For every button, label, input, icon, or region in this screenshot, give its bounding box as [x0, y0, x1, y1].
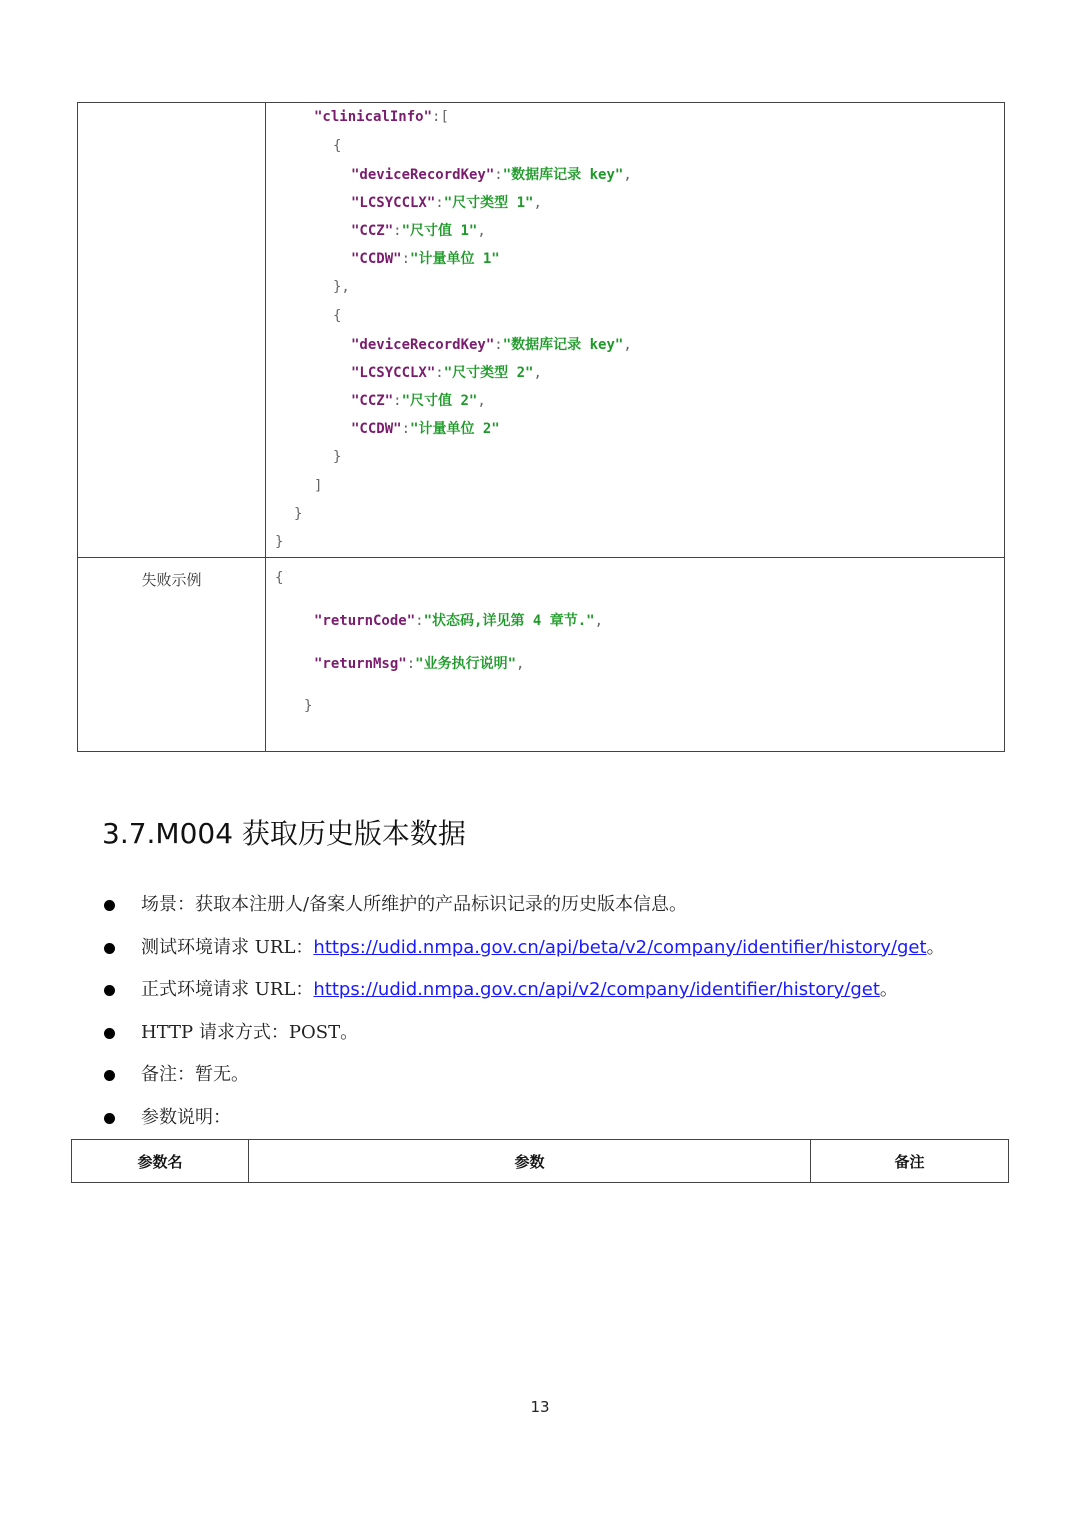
bullet-dot-icon [104, 1070, 115, 1081]
http-method-text: HTTP 请求方式：POST。 [141, 1021, 359, 1043]
code-line: "returnMsg":"业务执行说明", [314, 656, 525, 672]
section-heading: 3.7.M004 获取历史版本数据 [102, 817, 466, 850]
page-number: 13 [530, 1398, 550, 1416]
code-brace: { [275, 570, 284, 586]
list-item [100, 1016, 1060, 1059]
code-line: "LCSYCCLX":"尺寸类型 2", [351, 365, 542, 381]
params-table [71, 1139, 1009, 1183]
list-item [100, 1058, 1060, 1101]
code-line: "CCZ":"尺寸值 1", [351, 223, 486, 239]
list-item [100, 1101, 1060, 1144]
list-item: 正式环境请求 URL：https://udid.nmpa.gov.cn/api/v2/company/identifier/history/get。 [100, 973, 1060, 1016]
remark-text: 备注：暂无。 [141, 1064, 249, 1085]
code-brace: { [333, 138, 342, 154]
bullet-dot-icon [104, 1028, 115, 1039]
bullet-dot-icon [104, 900, 115, 911]
params-desc-text: 参数说明： [141, 1106, 231, 1128]
code-line: "deviceRecordKey":"数据库记录 key", [351, 337, 632, 353]
code-bracket: ] [314, 478, 323, 494]
fail-example-label: 失败示例 [141, 571, 202, 589]
code-line: "deviceRecordKey":"数据库记录 key", [351, 167, 632, 183]
code-brace: } [275, 534, 284, 550]
bullet-dot-icon [104, 1113, 115, 1124]
list-item: 测试环境请求 URL：https://udid.nmpa.gov.cn/api/beta/v2/company/identifier/history/get。 [100, 931, 1060, 974]
code-brace: } [294, 506, 303, 522]
table-row-divider [78, 557, 1004, 558]
test-url-label: 测试环境请求 URL： [141, 936, 314, 958]
scene-text: 场景：获取本注册人/备案人所维护的产品标识记录的历史版本信息。 [141, 894, 688, 915]
table-column-divider [265, 103, 266, 751]
code-brace: { [333, 308, 342, 324]
code-line: "LCSYCCLX":"尺寸类型 1", [351, 195, 542, 211]
code-line: "clinicalInfo":[ [314, 109, 449, 125]
test-url-link[interactable]: https://udid.nmpa.gov.cn/api/beta/v2/company/identifier/history/get [313, 936, 927, 958]
code-brace: } [304, 698, 313, 714]
column-header-param-name: 参数名 [72, 1140, 249, 1182]
code-line: "CCDW":"计量单位 2" [351, 421, 500, 437]
bullet-dot-icon [104, 985, 115, 996]
code-line: "CCDW":"计量单位 1" [351, 251, 500, 267]
list-item [100, 888, 1060, 931]
code-line: "CCZ":"尺寸值 2", [351, 393, 486, 409]
bullet-dot-icon [104, 943, 115, 954]
bullet-list [100, 888, 1060, 1143]
prod-url-label: 正式环境请求 URL： [141, 979, 314, 1000]
code-brace: } [333, 449, 342, 465]
code-line: "returnCode":"状态码,详见第 4 章节.", [314, 613, 604, 629]
column-header-remark: 备注 [894, 1152, 925, 1171]
code-brace: }, [333, 279, 350, 295]
prod-url-link[interactable]: https://udid.nmpa.gov.cn/api/v2/company/identifier/history/get [313, 979, 880, 1000]
column-header-param: 参数 [249, 1140, 811, 1182]
